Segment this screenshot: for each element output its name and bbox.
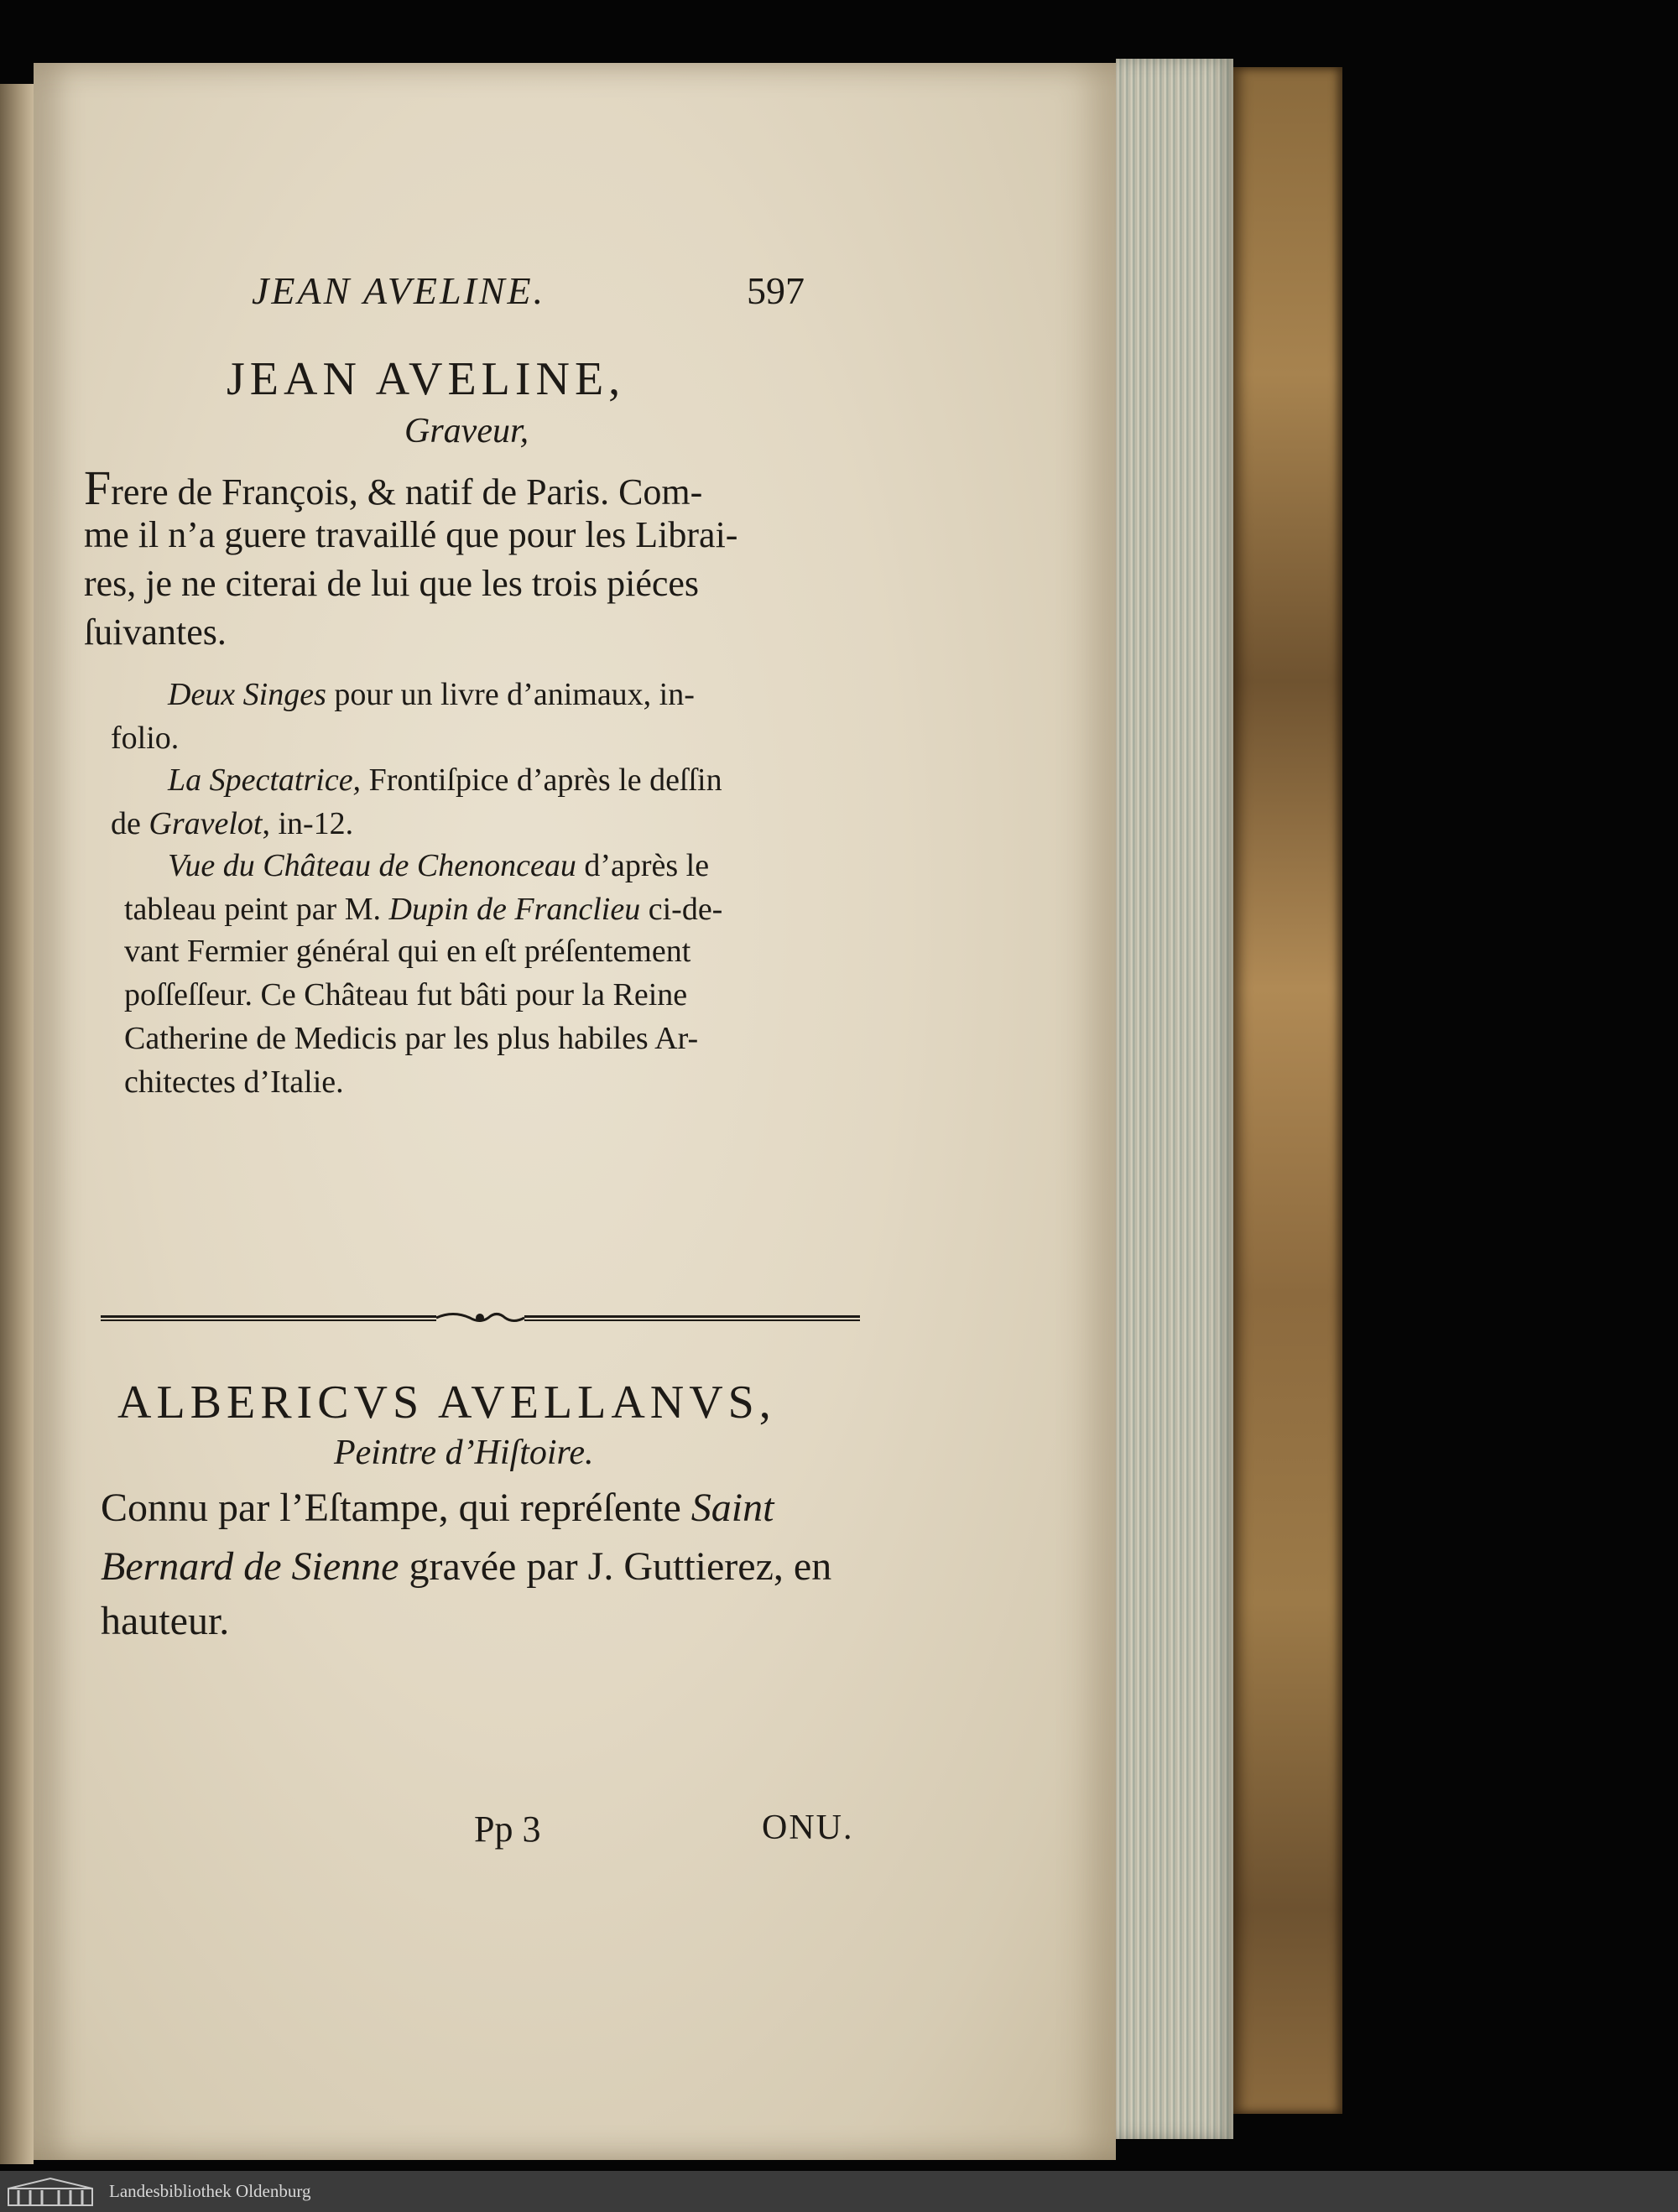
- page-fore-edge: [1116, 59, 1233, 2139]
- work-3-painter: Dupin de Franclieu: [388, 892, 641, 927]
- work-2-desc: Frontiſpice d’après le deſſin: [361, 762, 722, 798]
- entry-title-albericus: ALBERICVS AVELLANVS,: [117, 1377, 776, 1429]
- entry2-line-2-post: gravée par J. Guttierez, en: [399, 1544, 832, 1589]
- work-2-line-2: [111, 805, 353, 842]
- work-3-line-1: [168, 847, 709, 884]
- work-3-desc: d’après le: [576, 848, 710, 883]
- entry2-line-1-pre: Connu par l’Eſtampe, qui repréſente: [101, 1486, 691, 1530]
- catchword: ONU.: [762, 1809, 854, 1847]
- entry1-line-3: res, je ne citerai de lui que les trois piéces: [84, 563, 700, 604]
- drop-cap: F: [84, 461, 112, 515]
- entry1-line-4: ſuivantes.: [84, 612, 227, 653]
- entry-role-graveur: Graveur,: [404, 412, 529, 450]
- work-3-line-5: Catherine de Medicis par les plus habiles Ar-: [124, 1021, 699, 1056]
- work-2-line-1: [168, 762, 722, 799]
- work-3-line-6: chitectes d’Italie.: [124, 1064, 344, 1100]
- work-3-line-2-pre: tableau peint par M.: [124, 892, 389, 927]
- work-2-line-2-post: , in-12.: [262, 806, 354, 841]
- work-2-title: La Spectatrice,: [168, 762, 362, 798]
- work-3-line-2: [124, 891, 722, 928]
- entry-role-peintre: Peintre d’Hiſtoire.: [334, 1434, 594, 1472]
- entry2-line-2: [101, 1543, 831, 1590]
- library-building-icon: [5, 2177, 96, 2207]
- entry1-line-2: me il n’a guere travaillé que pour les Librai-: [84, 514, 738, 555]
- work-1-desc: pour un livre d’animaux, in-: [326, 677, 695, 712]
- work-1-title: Deux Singes: [168, 677, 326, 712]
- work-1-line-2: folio.: [111, 721, 180, 756]
- work-2-artist: Gravelot: [149, 806, 263, 841]
- running-head: JEAN AVELINE.: [252, 269, 546, 312]
- entry1-line-1-text: rere de François, & natif de Paris. Com-: [111, 471, 703, 513]
- entry-title-jean-aveline: JEAN AVELINE,: [227, 353, 626, 405]
- entry2-subject: Bernard de Sienne: [101, 1544, 399, 1589]
- entry1-line-1: [84, 460, 702, 516]
- signature-mark: Pp 3: [474, 1809, 541, 1850]
- footer-library-name: Landesbibliothek Oldenburg: [109, 2181, 311, 2201]
- left-page-edge: [0, 84, 34, 2164]
- work-3-title: Vue du Château de Chenonceau: [168, 848, 576, 883]
- ornamental-rule: [101, 1309, 860, 1325]
- work-2-line-2-pre: de: [111, 806, 149, 841]
- entry2-line-3: hauteur.: [101, 1599, 230, 1643]
- book-cover: [1233, 67, 1342, 2114]
- work-1-line-1: [168, 676, 695, 713]
- page-number: 597: [747, 269, 805, 312]
- entry2-line-1: [101, 1485, 774, 1531]
- work-3-line-4: poſſeſſeur. Ce Château fut bâti pour la Reine: [124, 977, 688, 1012]
- work-3-line-3: vant Fermier général qui en eſt préſentement: [124, 934, 691, 969]
- work-3-line-2-post: ci-de-: [640, 892, 723, 927]
- entry2-saint: Saint: [690, 1486, 774, 1530]
